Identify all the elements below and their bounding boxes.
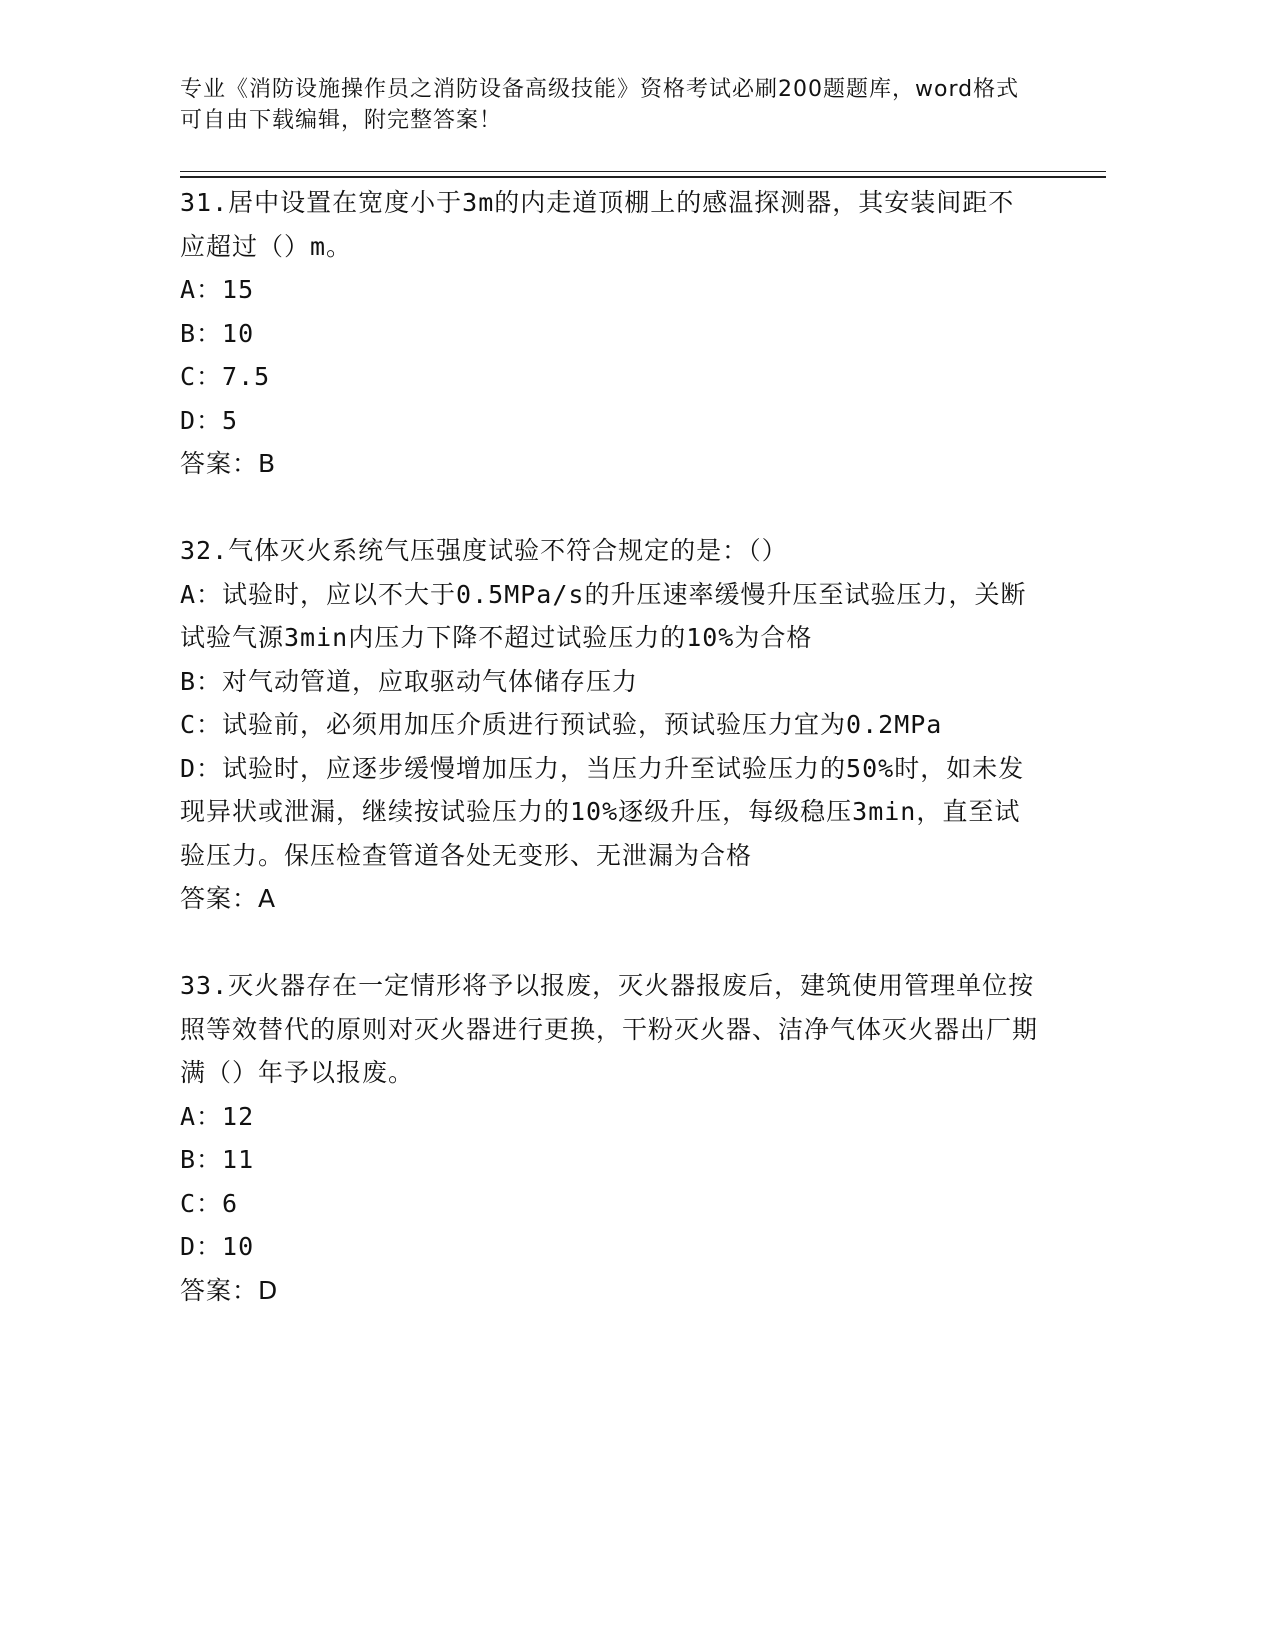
answer-label: 答案：A [180,884,277,913]
header-divider-thin [180,171,1106,172]
option-c: C：6 [180,1188,239,1218]
document-header: 专业《消防设施操作员之消防设备高级技能》资格考试必刷200题题库，word格式可自由下载编辑，附完整答案！ [180,77,1020,133]
header-divider-thick [180,176,1106,178]
option-b: B：10 [180,318,255,348]
question-stem: 33.灭火器存在一定情形将予以报废，灭火器报废后，建筑使用管理单位按照等效替代的原则对灭火器进行更换，干粉灭火器、洁净气体灭火器出厂期满（）年予以报废。 [180,971,1039,1087]
option-b: B：对气动管道，应取驱动气体储存压力 [180,666,639,696]
option-c: C：7.5 [180,362,271,391]
question-stem: 32.气体灭火系统气压强度试验不符合规定的是：（） [180,536,788,565]
option-d: D：5 [180,405,239,435]
question-33 [180,964,1040,1312]
question-32 [180,529,1040,921]
option-d: D：10 [180,1232,255,1261]
option-a: A：15 [180,275,255,304]
option-d: D：试验时，应逐步缓慢增加压力，当压力升至试验压力的50%时，如未发现异状或泄漏，继续按试验压力的10%逐级升压，每级稳压3min，直至试验压力。保压检查管道各处无变形、无泄漏为合格 [180,753,1025,870]
question-stem: 31.居中设置在宽度小于3m的内走道顶棚上的感温探测器，其安装间距不应超过（）m。 [180,188,1015,261]
answer-label: 答案：D [180,1275,279,1305]
option-b: B：11 [180,1145,255,1174]
answer-label: 答案：B [180,449,277,478]
question-31 [180,181,1040,486]
option-c: C：试验前，必须用加压介质进行预试验，预试验压力宜为0.2MPa [180,710,943,739]
option-a: A：试验时，应以不大于0.5MPa/s的升压速率缓慢升压至试验压力，关断试验气源3min内压力下降不超过试验压力的10%为合格 [180,579,1027,652]
option-a: A：12 [180,1101,255,1131]
